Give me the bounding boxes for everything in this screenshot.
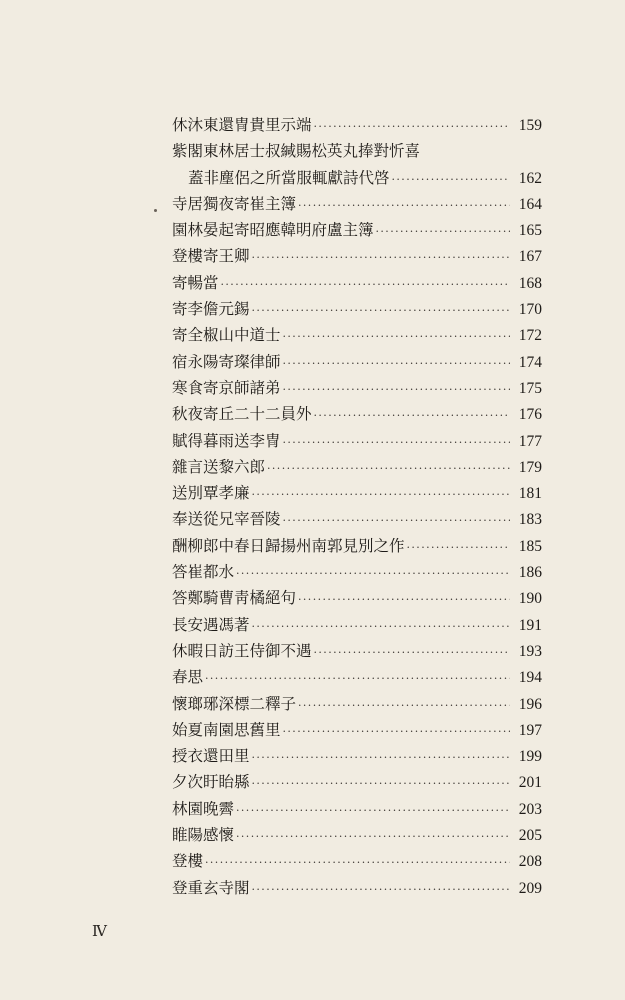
toc-entry-page-number: 181 <box>518 485 542 503</box>
leader-dots <box>205 850 510 876</box>
toc-entry-page-number: 170 <box>518 301 542 319</box>
toc-entry-title: 寒食寄京師諸弟 <box>172 378 281 397</box>
leader-dots <box>407 535 510 561</box>
leader-dots <box>236 561 510 587</box>
leader-dots <box>221 272 510 298</box>
leader-dots <box>376 219 510 245</box>
toc-entry <box>172 506 542 532</box>
toc-entry <box>172 559 542 585</box>
leader-dots <box>252 877 510 903</box>
toc-entry-title: 休沐東還冑貴里示端 <box>172 116 312 134</box>
toc-entry <box>172 769 542 795</box>
leader-dots <box>314 114 510 140</box>
toc-entry-title: 紫閣東林居士叔緘賜松英丸捧對忻喜 <box>172 142 421 161</box>
toc-entry-title: 登樓寄王卿 <box>172 247 250 266</box>
leader-dots <box>283 508 510 534</box>
toc-entry-page-number: 194 <box>518 669 542 687</box>
leader-dots <box>252 482 510 508</box>
leader-dots <box>252 745 510 771</box>
toc-entry-page-number: 193 <box>518 642 542 660</box>
toc-entry-page-number: 165 <box>518 222 542 240</box>
leader-dots <box>314 640 510 666</box>
toc-entry <box>172 691 542 717</box>
toc-entry <box>172 375 542 401</box>
toc-entry-title: 懷瑯琊深標二釋子 <box>172 694 297 713</box>
leader-dots <box>236 798 510 824</box>
toc-entry-page-number: 164 <box>518 195 542 213</box>
toc-entry-page-number: 162 <box>518 169 542 187</box>
toc-entry <box>172 612 542 638</box>
toc-entry-title: 休暇日訪王侍御不遇 <box>172 641 312 660</box>
toc-entry <box>172 165 542 191</box>
toc-entry <box>172 875 542 901</box>
toc-entry-title: 賦得暮雨送李冑 <box>172 431 281 450</box>
toc-entry-page-number: 191 <box>518 616 542 634</box>
toc-entry-page-number: 183 <box>518 511 542 529</box>
toc-entry-page-number: 199 <box>518 748 542 766</box>
toc-entry-page-number: 159 <box>518 117 542 134</box>
toc-entry-page-number: 167 <box>518 248 542 266</box>
toc-entry <box>172 191 542 217</box>
leader-dots <box>283 430 510 456</box>
toc-entry <box>172 401 542 427</box>
toc-entry-title: 答崔都水 <box>172 563 235 582</box>
leader-dots <box>314 403 510 429</box>
leader-dots <box>252 614 510 640</box>
leader-dots <box>298 193 510 219</box>
toc-entry <box>172 717 542 743</box>
toc-entry-page-number: 186 <box>518 564 542 582</box>
toc-entry <box>172 480 542 506</box>
toc-entry-title: 園林晏起寄昭應韓明府盧主簿 <box>172 221 374 240</box>
toc-entry-page-number: 190 <box>518 590 542 608</box>
toc-entry-title: 宿永陽寄璨律師 <box>172 352 281 371</box>
toc-entry-page-number: 208 <box>518 853 542 871</box>
toc-entry-title: 秋夜寄丘二十二員外 <box>172 405 312 424</box>
toc-entry-title: 寄全椒山中道士 <box>172 326 281 345</box>
leader-dots <box>283 351 510 377</box>
toc-entry <box>172 533 542 559</box>
toc-entry-page-number: 203 <box>518 800 542 818</box>
leader-dots <box>283 719 510 745</box>
toc-entry <box>172 217 542 243</box>
leader-dots <box>267 456 510 482</box>
toc-entry <box>172 428 542 454</box>
toc-entry <box>172 270 542 296</box>
toc-entry-title: 寺居獨夜寄崔主簿 <box>172 194 297 213</box>
toc-entry-title: 登樓 <box>172 852 204 871</box>
toc-entry <box>172 454 542 480</box>
toc-entry <box>172 112 542 138</box>
toc-entry-page-number: 205 <box>518 827 542 845</box>
toc-entry-page-number: 201 <box>518 774 542 792</box>
leader-dots <box>298 587 510 613</box>
toc-entry-title: 登重玄寺閣 <box>172 878 250 897</box>
toc-entry <box>172 796 542 822</box>
toc-entry-title: 睢陽感懷 <box>172 826 235 845</box>
toc-entry-title: 答鄭騎曹靑橘絕句 <box>172 589 297 608</box>
toc-entry-page-number: 176 <box>518 406 542 424</box>
leader-dots <box>205 666 510 692</box>
leader-dots <box>252 298 510 324</box>
toc-entry <box>172 664 542 690</box>
toc-entry-title: 林園晚霽 <box>172 799 235 818</box>
leader-dots <box>298 693 510 719</box>
toc-entry <box>172 322 542 348</box>
toc-entry <box>172 848 542 874</box>
toc-entry-title: 雜言送黎六郎 <box>172 457 266 476</box>
leader-dots <box>236 824 510 850</box>
toc-entry-page-number: 209 <box>518 879 542 897</box>
leader-dots <box>252 771 510 797</box>
toc-entry <box>172 822 542 848</box>
page-folio: Ⅳ <box>92 924 107 940</box>
toc-entry <box>172 296 542 322</box>
toc-entry <box>172 243 542 269</box>
leader-dots <box>252 245 510 271</box>
toc-entry-title: 寄暢當 <box>172 273 219 292</box>
page-speck <box>154 209 157 212</box>
leader-dots <box>283 377 510 403</box>
toc-entry-title: 始夏南園思舊里 <box>172 720 281 739</box>
leader-dots <box>392 167 510 193</box>
toc-entry-page-number: 168 <box>518 274 542 292</box>
toc-entry-title: 寄李儋元錫 <box>172 300 250 319</box>
toc-entry <box>172 349 542 375</box>
toc-entry <box>172 743 542 769</box>
toc-entry-title: 春思 <box>172 668 204 687</box>
toc-entry-title: 授衣還田里 <box>172 747 250 766</box>
toc-entry-title: 奉送從兄宰晉陵 <box>172 510 281 529</box>
toc-entry-page-number: 197 <box>518 721 542 739</box>
toc-entry <box>172 138 542 164</box>
toc-entry-title: 長安遇馮著 <box>172 615 250 634</box>
leader-dots <box>283 324 510 350</box>
table-of-contents <box>172 112 542 901</box>
toc-entry-title: 夕次盱眙縣 <box>172 773 250 792</box>
toc-entry-page-number: 172 <box>518 327 542 345</box>
toc-entry-page-number: 179 <box>518 458 542 476</box>
toc-entry-title: 酬柳郎中春日歸揚州南郭見別之作 <box>172 536 405 555</box>
toc-entry-page-number: 177 <box>518 432 542 450</box>
toc-entry <box>172 638 542 664</box>
toc-entry-title: 送別覃孝廉 <box>172 484 250 503</box>
toc-entry-page-number: 196 <box>518 695 542 713</box>
toc-entry <box>172 585 542 611</box>
toc-entry-title: 蓋非塵侶之所當服輒獻詩代啓 <box>188 168 390 187</box>
toc-entry-page-number: 174 <box>518 353 542 371</box>
toc-entry-page-number: 185 <box>518 537 542 555</box>
toc-entry-page-number: 175 <box>518 379 542 397</box>
